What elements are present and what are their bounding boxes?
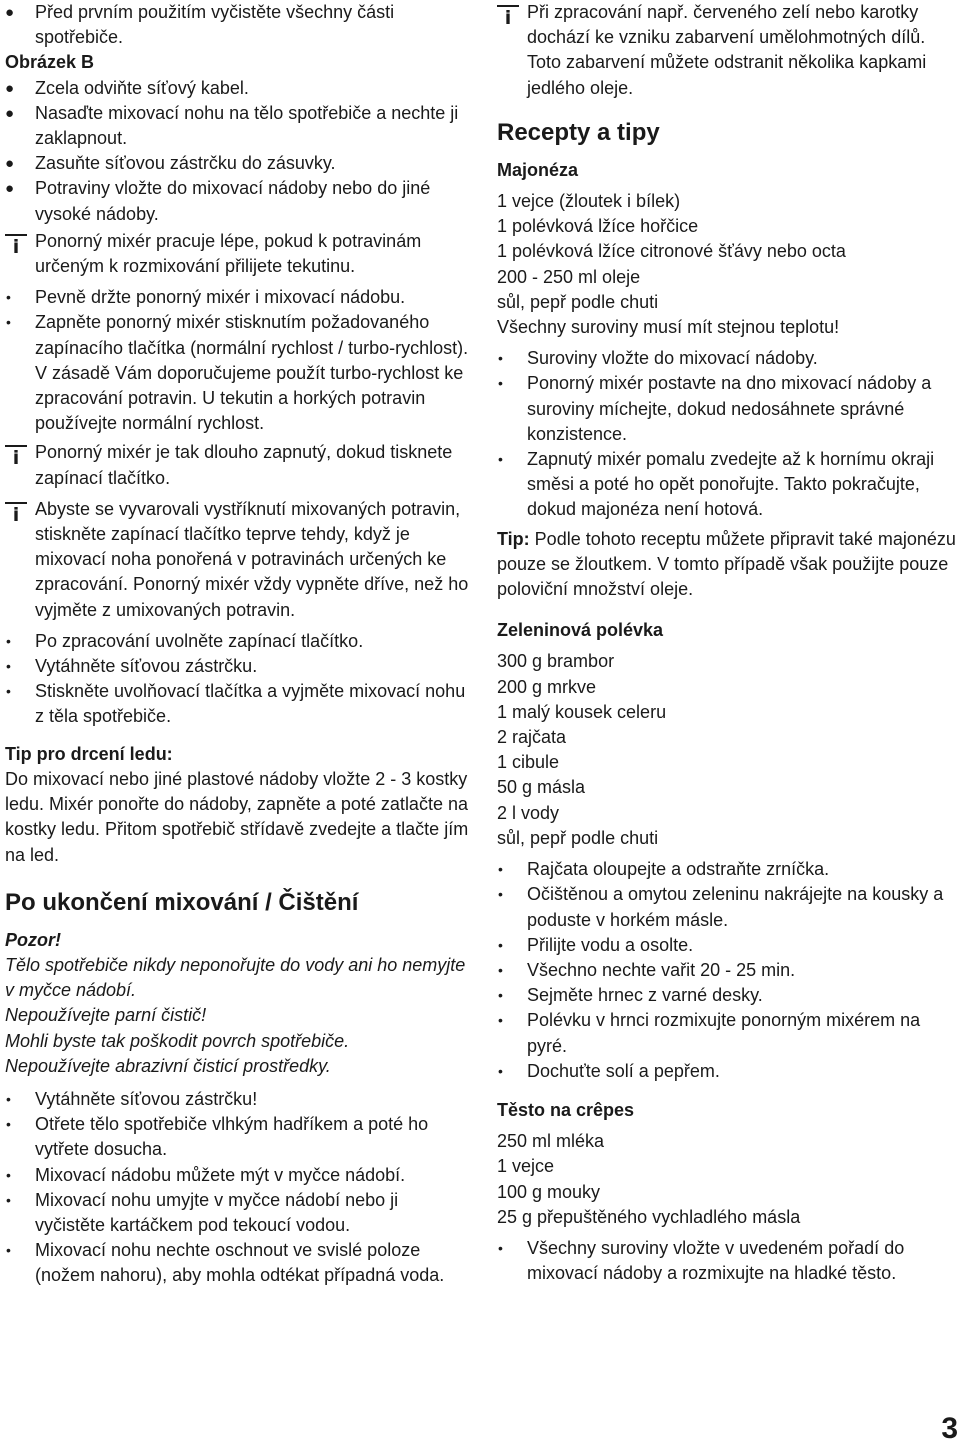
figure-b-steps bbox=[5, 76, 470, 227]
finish-steps bbox=[5, 629, 470, 730]
info-icon-glyph: i bbox=[12, 503, 20, 526]
list-item-text: Zapnutý mixér pomalu zvedejte až k hornímu okraji směsi a poté ho opět ponořujte. Takto pokračujte, dokud majonéza není hotová. bbox=[527, 449, 935, 520]
info-icon bbox=[5, 445, 27, 470]
ingredient: 250 ml mléka bbox=[497, 1131, 605, 1152]
ingredient: sůl, pepř podle chuti bbox=[497, 291, 659, 312]
warning-text: Nepoužívejte parní čistič! bbox=[5, 1005, 207, 1026]
ingredient: 1 malý kousek celeru bbox=[497, 701, 667, 722]
list-item bbox=[497, 346, 959, 371]
list-item-text: Sejměte hrnec z varné desky. bbox=[527, 985, 763, 1006]
right-column bbox=[497, 0, 959, 1286]
ingredient: 200 - 250 ml oleje bbox=[497, 266, 641, 287]
list-item-text: Vytáhněte síťovou zástrčku. bbox=[35, 656, 258, 677]
list-item bbox=[497, 983, 959, 1008]
crepes-title: Těsto na crêpes bbox=[497, 1099, 635, 1120]
list-item bbox=[497, 933, 959, 958]
list-item bbox=[497, 958, 959, 983]
tip-text: Podle tohoto receptu můžete připravit také majonézu pouze se žloutkem. V tomto případě však použijte pouze poloviční množství oleje. bbox=[497, 528, 956, 600]
info-note bbox=[5, 497, 470, 623]
crepes-steps bbox=[497, 1236, 959, 1286]
list-item bbox=[5, 76, 470, 101]
info-note bbox=[5, 229, 470, 279]
list-item bbox=[5, 310, 470, 436]
ingredient: 1 vejce bbox=[497, 1156, 555, 1177]
recipes-heading: Recepty a tipy bbox=[497, 118, 660, 146]
list-item-text: Suroviny vložte do mixovací nádoby. bbox=[527, 348, 818, 369]
list-item bbox=[5, 0, 470, 50]
info-note bbox=[5, 440, 470, 490]
list-item-text: Zasuňte síťovou zástrčku do zásuvky. bbox=[35, 153, 336, 174]
list-item-text: Očištěnou a omytou zeleninu nakrájejte na kousky a poduste v horkém másle. bbox=[527, 884, 944, 930]
ingredient: 1 polévková lžíce hořčice bbox=[497, 216, 699, 237]
list-item-text: Ponorný mixér postavte na dno mixovací nádoby a suroviny míchejte, dokud nedosáhnete správné konzistence. bbox=[527, 373, 932, 444]
list-item-text: Zapněte ponorný mixér stisknutím požadovaného zapínacího tlačítka (normální rychlost / turbo-rychlost). V zásadě Vám doporučujeme použít turbo-rychlost ke zpracování potravin. U tekutin a horkých potravin používejte normální rychlost. bbox=[35, 312, 469, 434]
ingredient: sůl, pepř podle chuti bbox=[497, 827, 659, 848]
list-item bbox=[497, 882, 959, 932]
list-item bbox=[5, 1112, 470, 1162]
ingredient: 25 g přepuštěného vychladlého másla bbox=[497, 1206, 801, 1227]
info-icon-glyph: i bbox=[12, 235, 20, 258]
list-item bbox=[5, 285, 470, 310]
list-item-text: Dochuťte solí a pepřem. bbox=[527, 1060, 720, 1081]
list-item-text: Mixovací nohu umyjte v myčce nádobí nebo ji vyčistěte kartáčkem pod tekoucí vodou. bbox=[35, 1189, 399, 1235]
info-note-text: Při zpracování např. červeného zelí nebo karotky dochází ke vzniku zabarvení umělohmotných dílů. Toto zabarvení můžete odstranit několika kapkami jedlého oleje. bbox=[527, 2, 927, 98]
list-item bbox=[497, 1236, 959, 1286]
ingredient: 100 g mouky bbox=[497, 1181, 601, 1202]
list-item-text: Mixovací nádobu můžete mýt v myčce nádobí. bbox=[35, 1164, 406, 1185]
warning-label: Pozor! bbox=[5, 929, 61, 950]
warning-text: Tělo spotřebiče nikdy neponořujte do vody ani ho nemyjte v myčce nádobí. bbox=[5, 954, 466, 1001]
list-item-text: Polévku v hrnci rozmixujte ponorným mixérem na pyré. bbox=[527, 1010, 921, 1056]
list-item-text: Zcela odviňte síťový kabel. bbox=[35, 77, 249, 98]
ice-tip-title: Tip pro drcení ledu: bbox=[5, 743, 173, 764]
ingredient: 300 g brambor bbox=[497, 651, 615, 672]
list-item bbox=[497, 1059, 959, 1084]
list-item-text: Pevně držte ponorný mixér i mixovací nádobu. bbox=[35, 287, 406, 308]
list-item bbox=[5, 151, 470, 176]
list-item-text: Mixovací nohu nechte oschnout ve svislé poloze (nožem nahoru), aby mohla odtékat případná voda. bbox=[35, 1240, 445, 1286]
list-item bbox=[497, 857, 959, 882]
info-icon-glyph: i bbox=[504, 7, 512, 29]
info-note-text: Ponorný mixér je tak dlouho zapnutý, dokud tisknete zapínací tlačítko. bbox=[35, 442, 453, 488]
list-item-text: Všechny suroviny vložte v uvedeném pořadí do mixovací nádoby a rozmixujte na hladké těsto. bbox=[527, 1237, 905, 1284]
left-column bbox=[5, 0, 470, 1289]
crepes-ingredients bbox=[497, 1129, 959, 1230]
list-item bbox=[497, 447, 959, 523]
info-icon bbox=[497, 5, 519, 27]
list-item bbox=[5, 629, 470, 654]
info-icon bbox=[5, 234, 27, 256]
list-item-text: Otřete tělo spotřebiče vlhkým hadříkem a poté ho vytřete dosucha. bbox=[35, 1114, 429, 1160]
list-item-text: Po zpracování uvolněte zapínací tlačítko. bbox=[35, 630, 364, 651]
list-item-text: Přilijte vodu a osolte. bbox=[527, 934, 694, 955]
ingredient: 2 rajčata bbox=[497, 727, 567, 748]
mayo-tip bbox=[497, 527, 959, 603]
list-item-text: Rajčata oloupejte a odstraňte zrníčka. bbox=[527, 859, 830, 880]
info-note-text: Abyste se vyvarovali vystříknutí mixovaných potravin, stiskněte zapínací tlačítko teprve tehdy, když je mixovací noha ponořená v potravinách určených ke zpracování. Ponorný mixér vždy vypněte dříve, než ho vyjměte z umixovaných potravin. bbox=[35, 498, 469, 620]
list-item bbox=[5, 654, 470, 679]
info-icon-glyph: i bbox=[12, 447, 20, 470]
mayo-title: Majonéza bbox=[497, 159, 579, 180]
soup-title: Zeleninová polévka bbox=[497, 620, 664, 641]
list-item bbox=[5, 176, 470, 226]
list-item-text: Všechno nechte vařit 20 - 25 min. bbox=[527, 959, 796, 980]
list-item bbox=[5, 101, 470, 151]
warning-text: Mohli byste tak poškodit povrch spotřebiče. bbox=[5, 1030, 350, 1051]
list-item-text: Potraviny vložte do mixovací nádoby nebo do jiné vysoké nádoby. bbox=[35, 178, 431, 224]
info-note bbox=[497, 0, 959, 101]
ingredient: 1 polévková lžíce citronové šťávy nebo octa bbox=[497, 241, 846, 262]
intro-list bbox=[5, 0, 470, 50]
page-number: 3 bbox=[941, 1412, 958, 1445]
list-item bbox=[5, 679, 470, 729]
list-item bbox=[497, 371, 959, 447]
soup-steps bbox=[497, 857, 959, 1084]
list-item bbox=[497, 1008, 959, 1058]
warning-text: Nepoužívejte abrazivní čisticí prostředky. bbox=[5, 1055, 331, 1076]
list-item-text: Nasaďte mixovací nohu na tělo spotřebiče a nechte ji zaklapnout. bbox=[35, 102, 459, 149]
list-item bbox=[5, 1188, 470, 1238]
figure-b-label: Obrázek B bbox=[5, 52, 95, 73]
ingredient: 1 cibule bbox=[497, 752, 560, 773]
tip-label: Tip: bbox=[497, 528, 530, 549]
list-item-text: Před prvním použitím vyčistěte všechny části spotřebiče. bbox=[35, 2, 395, 48]
usage-steps bbox=[5, 285, 470, 436]
cleaning-steps bbox=[5, 1087, 470, 1289]
ingredient: 50 g másla bbox=[497, 777, 586, 798]
list-item bbox=[5, 1087, 470, 1112]
ingredient: 200 g mrkve bbox=[497, 676, 597, 697]
mayo-ingredients bbox=[497, 189, 959, 340]
list-item-text: Stiskněte uvolňovací tlačítka a vyjměte mixovací nohu z těla spotřebiče. bbox=[35, 681, 466, 727]
mayo-steps bbox=[497, 346, 959, 522]
ingredient: 2 l vody bbox=[497, 802, 560, 823]
info-note-text: Ponorný mixér pracuje lépe, pokud k potravinám určeným k rozmixování přilijete tekutinu. bbox=[35, 230, 422, 277]
list-item bbox=[5, 1163, 470, 1188]
list-item-text: Vytáhněte síťovou zástrčku! bbox=[35, 1088, 258, 1109]
soup-ingredients bbox=[497, 649, 959, 851]
list-item bbox=[5, 1238, 470, 1288]
info-icon bbox=[5, 502, 27, 524]
ingredient: Všechny suroviny musí mít stejnou teplotu! bbox=[497, 317, 840, 338]
cleaning-heading: Po ukončení mixování / Čištění bbox=[5, 888, 359, 916]
ingredient: 1 vejce (žloutek i bílek) bbox=[497, 191, 681, 212]
ice-tip-text: Do mixovací nebo jiné plastové nádoby vložte 2 - 3 kostky ledu. Mixér ponořte do nádoby, zapněte a poté zatlačte na kostky ledu. Přitom spotřebič střídavě zvedejte a tlačte jím na led. bbox=[5, 768, 469, 865]
